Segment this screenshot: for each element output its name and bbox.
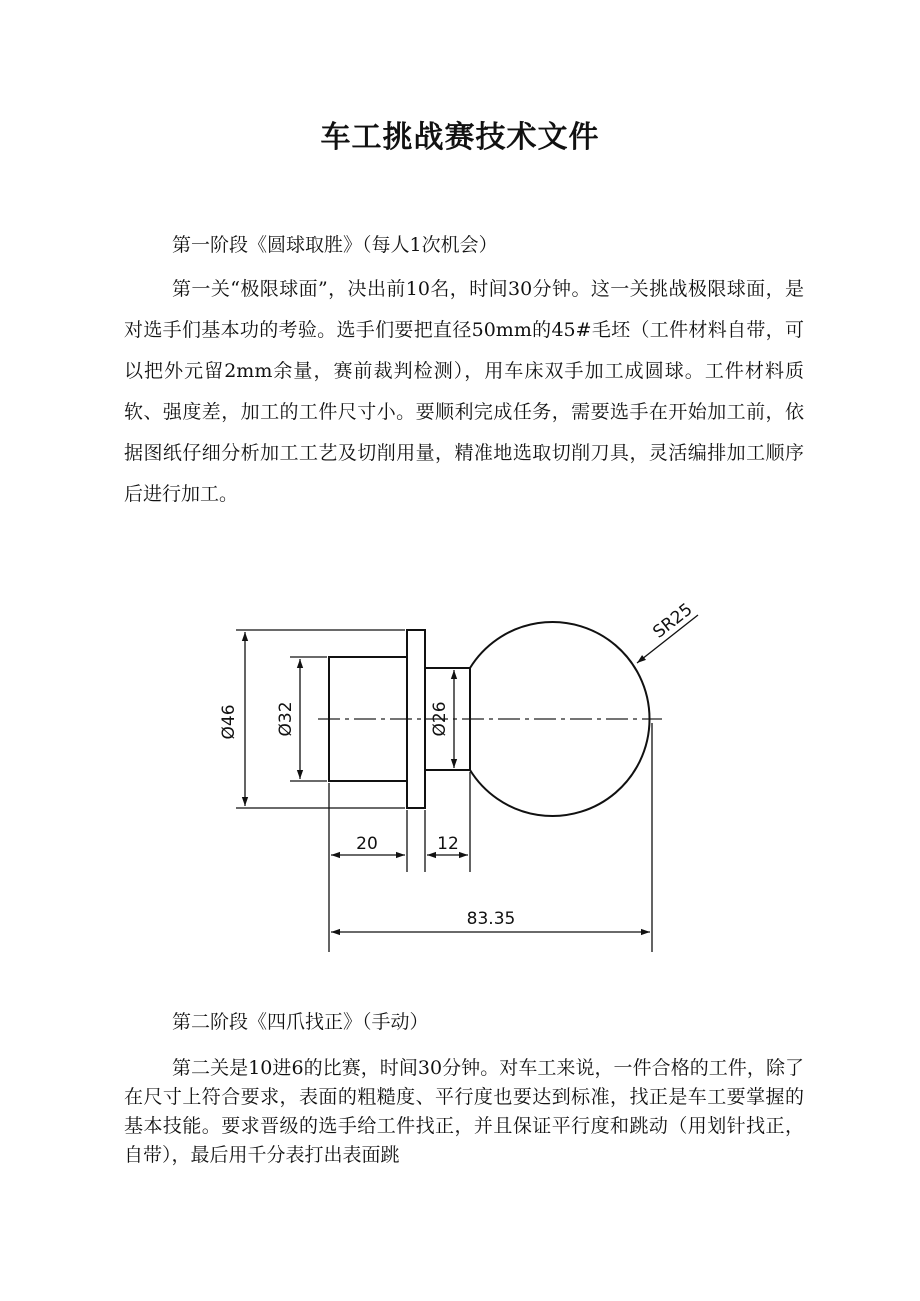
dim-d26-label: Ø26: [430, 701, 450, 737]
stage2-paragraph: 第二关是10进6的比赛，时间30分钟。对车工来说，一件合格的工件，除了在尺寸上符合要求，表面的粗糙度、平行度也要达到标准，找正是车工要掌握的基本技能。要求晋级的选手给工件找正，并且保证平行度和跳动（用划针找正，自带），最后用千分表打出表面跳: [124, 1057, 804, 1166]
dim-d46-label: Ø46: [219, 704, 239, 740]
dim-len-total-label: 83.35: [466, 909, 516, 929]
document-title: 车工挑战赛技术文件: [320, 120, 600, 155]
stage1-paragraph: 第一关“极限球面”，决出前10名，时间30分钟。这一关挑战极限球面，是对选手们基本功的考验。选手们要把直径50mm的45#毛坯（工件材料自带，可以把外元留2mm余量，赛前裁判检测），用车床双手加工成圆球。工件材料质软、强度差，加工的工件尺寸小。要顺利完成任务，需要选手在开始加工前，依据图纸仔细分析加工工艺及切削用量，精准地选取切削刀具，灵活编排加工顺序后进行加工。: [124, 278, 804, 505]
stage1-heading: 第一阶段《圆球取胜》（每人1次机会）: [172, 234, 498, 256]
dim-len20-label: 20: [356, 834, 378, 854]
dim-d32-label: Ø32: [276, 701, 296, 737]
dim-sr25-label: SR25: [649, 599, 697, 643]
stage2-heading: 第二阶段《四爪找正》（手动）: [172, 1011, 429, 1033]
dim-len12-label: 12: [437, 834, 459, 854]
